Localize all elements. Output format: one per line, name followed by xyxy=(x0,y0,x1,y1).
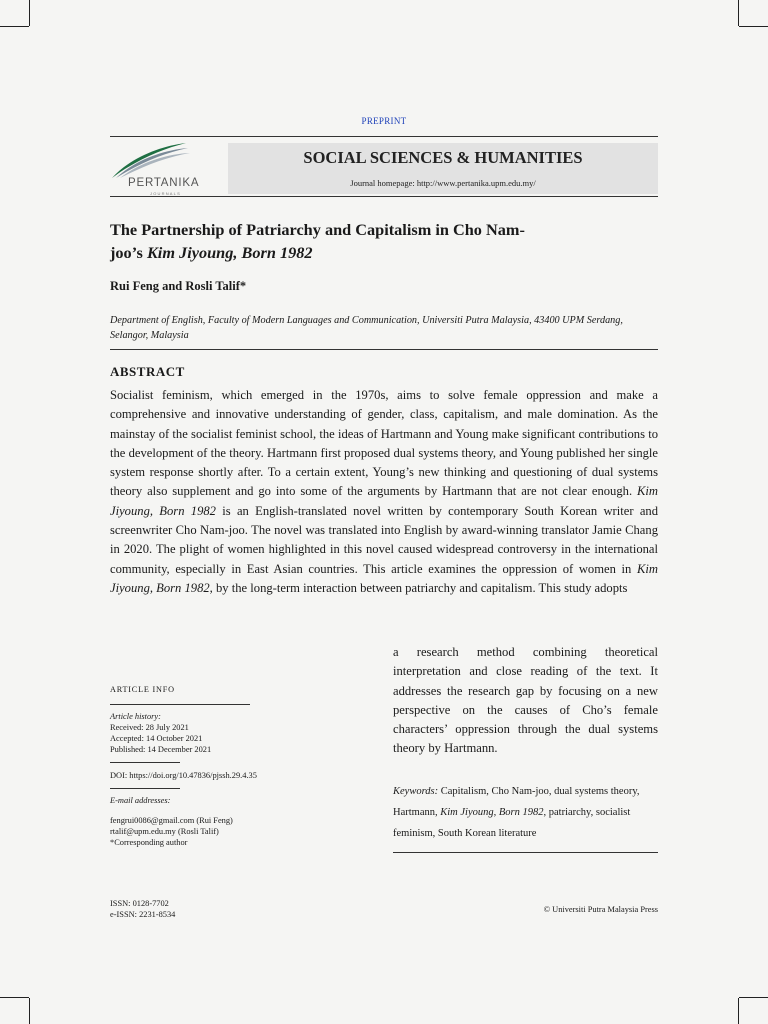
keywords-part-2: , patriarchy, socialist feminism, South Korean literature xyxy=(393,807,631,839)
email-label: E-mail addresses: xyxy=(110,796,171,805)
abstract-novel-title-1: Kim Jiyoung, Born 1982 xyxy=(110,484,658,518)
keywords-label: Keywords: xyxy=(393,786,439,797)
eissn: e-ISSN: 2231-8534 xyxy=(110,910,176,919)
abstract-part-2: is an English-translated novel written by contemporary South Korean writer and screenwriter Cho Nam-joo. The novel was translated into English by award-winning translator Jamie Chang in 2020. The plight of women highlighted in this novel caused widespread controversy in the international community, especially in East Asian countries. This article examines the oppression of women in xyxy=(110,503,658,576)
keywords xyxy=(393,781,658,844)
email-2[interactable]: rtalif@upm.edu.my (Rosli Talif) xyxy=(110,827,219,836)
keywords-part-1: Capitalism, Cho Nam-joo, dual systems theory, Hartmann, xyxy=(393,786,640,818)
doi-rule xyxy=(110,788,180,789)
abstract-part-1: Socialist feminism, which emerged in the 1970s, aims to solve female oppression and make a comprehensive and innovative understanding of gender, class, capitalism, and male domination. As the mainstay of the socialist feminist school, the ideas of Hartmann and Young make significant contributions to the development of the theory. Hartmann first proposed dual systems theory, and Young published her single system response shortly after. To a certain extent, Young’s new thinking and questioning of dual systems theory also supplement and go into some of the arguments by Hartmann that are not clear enough. xyxy=(110,388,658,499)
received-date: Received: 28 July 2021 xyxy=(110,723,189,732)
doi-link[interactable]: DOI: https://doi.org/10.47836/pjssh.29.4.35 xyxy=(110,771,257,780)
issn: ISSN: 0128-7702 xyxy=(110,899,169,908)
issn-block xyxy=(110,898,175,920)
logo-subtext: JOURNALS xyxy=(150,191,181,196)
accepted-date: Accepted: 14 October 2021 xyxy=(110,734,203,743)
article-info-rule xyxy=(110,704,250,705)
affiliation-rule xyxy=(110,349,658,350)
paper-title xyxy=(110,218,662,264)
journal-title: SOCIAL SCIENCES & HUMANITIES xyxy=(303,148,583,167)
journal-homepage: Journal homepage: http://www.pertanika.upm.edu.my/ xyxy=(350,178,536,188)
title-line-1: The Partnership of Patriarchy and Capitalism in Cho Nam- xyxy=(110,220,525,239)
published-date: Published: 14 December 2021 xyxy=(110,745,212,754)
abstract-text xyxy=(110,386,658,598)
abstract-continued: a research method combining theoretical interpretation and close reading of the text. It addresses the research gap by focusing on a new perspective on the causes of Cho’s female characters’ oppression through the dual systems theory by Hartmann. xyxy=(393,645,658,756)
journal-header-box xyxy=(228,143,658,194)
article-history-label: Article history: xyxy=(110,712,161,721)
article-info-heading: ARTICLE INFO xyxy=(110,685,175,694)
article-info xyxy=(110,684,280,848)
authors: Rui Feng and Rosli Talif* xyxy=(110,279,247,293)
publisher-copyright: © Universiti Putra Malaysia Press xyxy=(543,905,658,914)
title-novel-italic: Kim Jiyoung, Born 1982 xyxy=(146,243,313,262)
pertanika-logo xyxy=(110,140,226,196)
keywords-rule xyxy=(393,852,658,853)
title-line-2: joo’s xyxy=(110,243,147,262)
logo-wordmark: PERTANIKA xyxy=(128,177,200,189)
affiliation: Department of English, Faculty of Modern Languages and Communication, Universiti Putra Malaysia, 43400 UPM Serdang, Selangor, Malaysia xyxy=(110,315,623,341)
abstract-heading: ABSTRACT xyxy=(110,364,185,379)
corresponding-author-note: *Corresponding author xyxy=(110,838,188,847)
abstract-novel-title-2: Kim Jiyoung, Born 1982, xyxy=(110,561,658,595)
email-1[interactable]: fengrui0086@gmail.com (Rui Feng) xyxy=(110,816,233,825)
logo-swoosh-icon xyxy=(110,140,226,180)
preprint-label: PREPRINT xyxy=(361,116,407,126)
abstract-part-3: by the long-term interaction between patriarchy and capitalism. This study adopts xyxy=(212,580,628,595)
keywords-novel-title: Kim Jiyoung, Born 1982 xyxy=(440,807,544,818)
header-top-rule xyxy=(110,136,658,137)
history-rule xyxy=(110,762,180,763)
header-bottom-rule xyxy=(110,196,658,197)
